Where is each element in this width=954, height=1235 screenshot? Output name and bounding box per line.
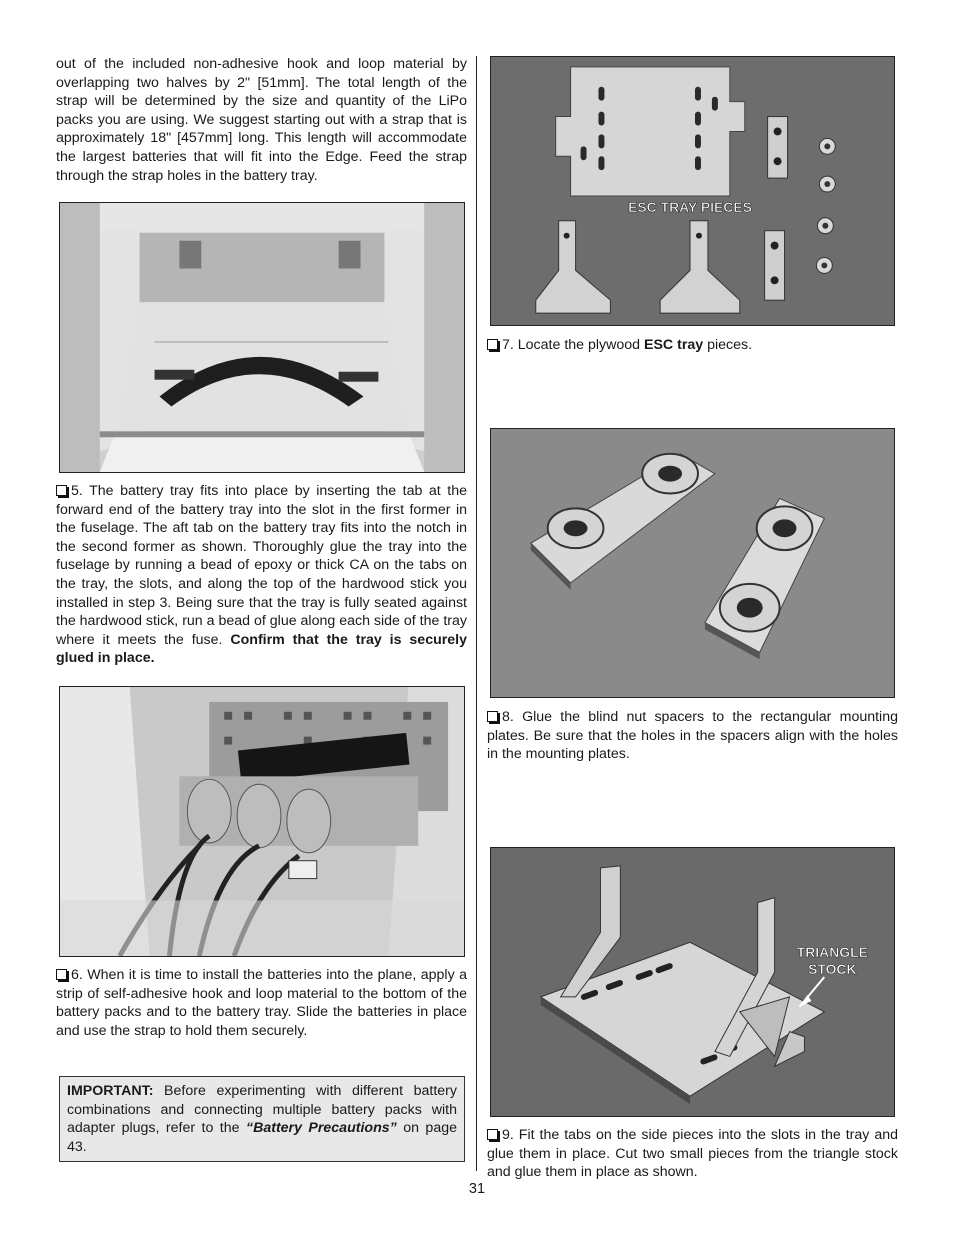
esc-tray-pieces-photo xyxy=(490,56,895,326)
step-8-checkbox[interactable] xyxy=(487,711,498,722)
important-label: IMPORTANT: xyxy=(67,1083,154,1099)
battery-tray-photo xyxy=(59,202,465,473)
step-5-checkbox[interactable] xyxy=(56,485,67,496)
important-text: Before experimenting with different battery combinations and connecting multiple battery packs with adapter plugs, refer to the xyxy=(67,1083,457,1137)
column-divider xyxy=(476,56,477,1171)
esc-tray-pieces-label: ESC TRAY PIECES xyxy=(628,198,752,215)
step-9-checkbox[interactable] xyxy=(487,1129,498,1140)
step-5-text: 5. The battery tray fits into place by inserting the tab at the forward end of the battery tray into the slot in the first former in the fuselage. The aft tab on the battery tray fits into the notch in the second former as shown. Thoroughly glue the tray into the fuselage by running a bead of epoxy or thick CA on the tabs on the tray, the slots, and along the top of the hardwood stick you installed in step 3. Being sure that the tray is fully seated against the hardwood stick, run a bead of glue along each side of the tray where it meets the fuse. xyxy=(56,483,467,648)
step-7-text-pre: 7. Locate the plywood xyxy=(502,337,644,353)
step-9-paragraph xyxy=(487,1126,898,1182)
esc-tray-bold: ESC tray xyxy=(643,337,704,353)
step-8-paragraph xyxy=(487,708,898,764)
assembled-esc-tray-photo xyxy=(490,847,895,1117)
step-6-checkbox[interactable] xyxy=(56,969,67,980)
intro-paragraph: out of the included non-adhesive hook and loop material by overlapping two halves by 2" [51mm]. The total length of the strap will be determined by the size and quantity of the LiPo packs you are using. We suggest starting out with a strap that is approximately 18" [457mm] long. This length will accommodate the largest batteries that will fit into the Edge. Feed the strap through the strap holes in the battery tray. xyxy=(56,56,467,184)
step-9-text: 9. Fit the tabs on the side pieces into the slots in the tray and glue them in place. Cut two small pieces from the triangle stock and glue them in place as shown. xyxy=(487,1127,898,1181)
step-6-paragraph xyxy=(56,966,467,1040)
important-tail: on page 43. xyxy=(67,1120,457,1155)
step-5-paragraph xyxy=(56,482,467,668)
step-6-text: 6. When it is time to install the batteries into the plane, apply a strip of self-adhesive hook and loop material to the bottom of the battery packs and to the battery tray. Slide the batteries in place and use the strap to hold them securely. xyxy=(56,967,467,1039)
step-7-paragraph xyxy=(487,336,898,355)
step-7-text-post: pieces. xyxy=(703,337,753,353)
batteries-installed-photo xyxy=(59,686,465,957)
page-number: 31 xyxy=(468,1181,486,1197)
important-note-box xyxy=(59,1076,465,1162)
stock-label: STOCK xyxy=(808,961,857,978)
mounting-plates-photo xyxy=(490,428,895,698)
step-7-checkbox[interactable] xyxy=(487,339,498,350)
step-5-bold-note: Confirm that the tray is securely glued in place. xyxy=(56,631,467,667)
battery-precautions-ref: “Battery Precautions” xyxy=(245,1120,397,1137)
triangle-label: TRIANGLE xyxy=(796,944,868,961)
step-8-text: 8. Glue the blind nut spacers to the rectangular mounting plates. Be sure that the holes in the spacers align with the holes in the mounting plates. xyxy=(487,709,898,763)
